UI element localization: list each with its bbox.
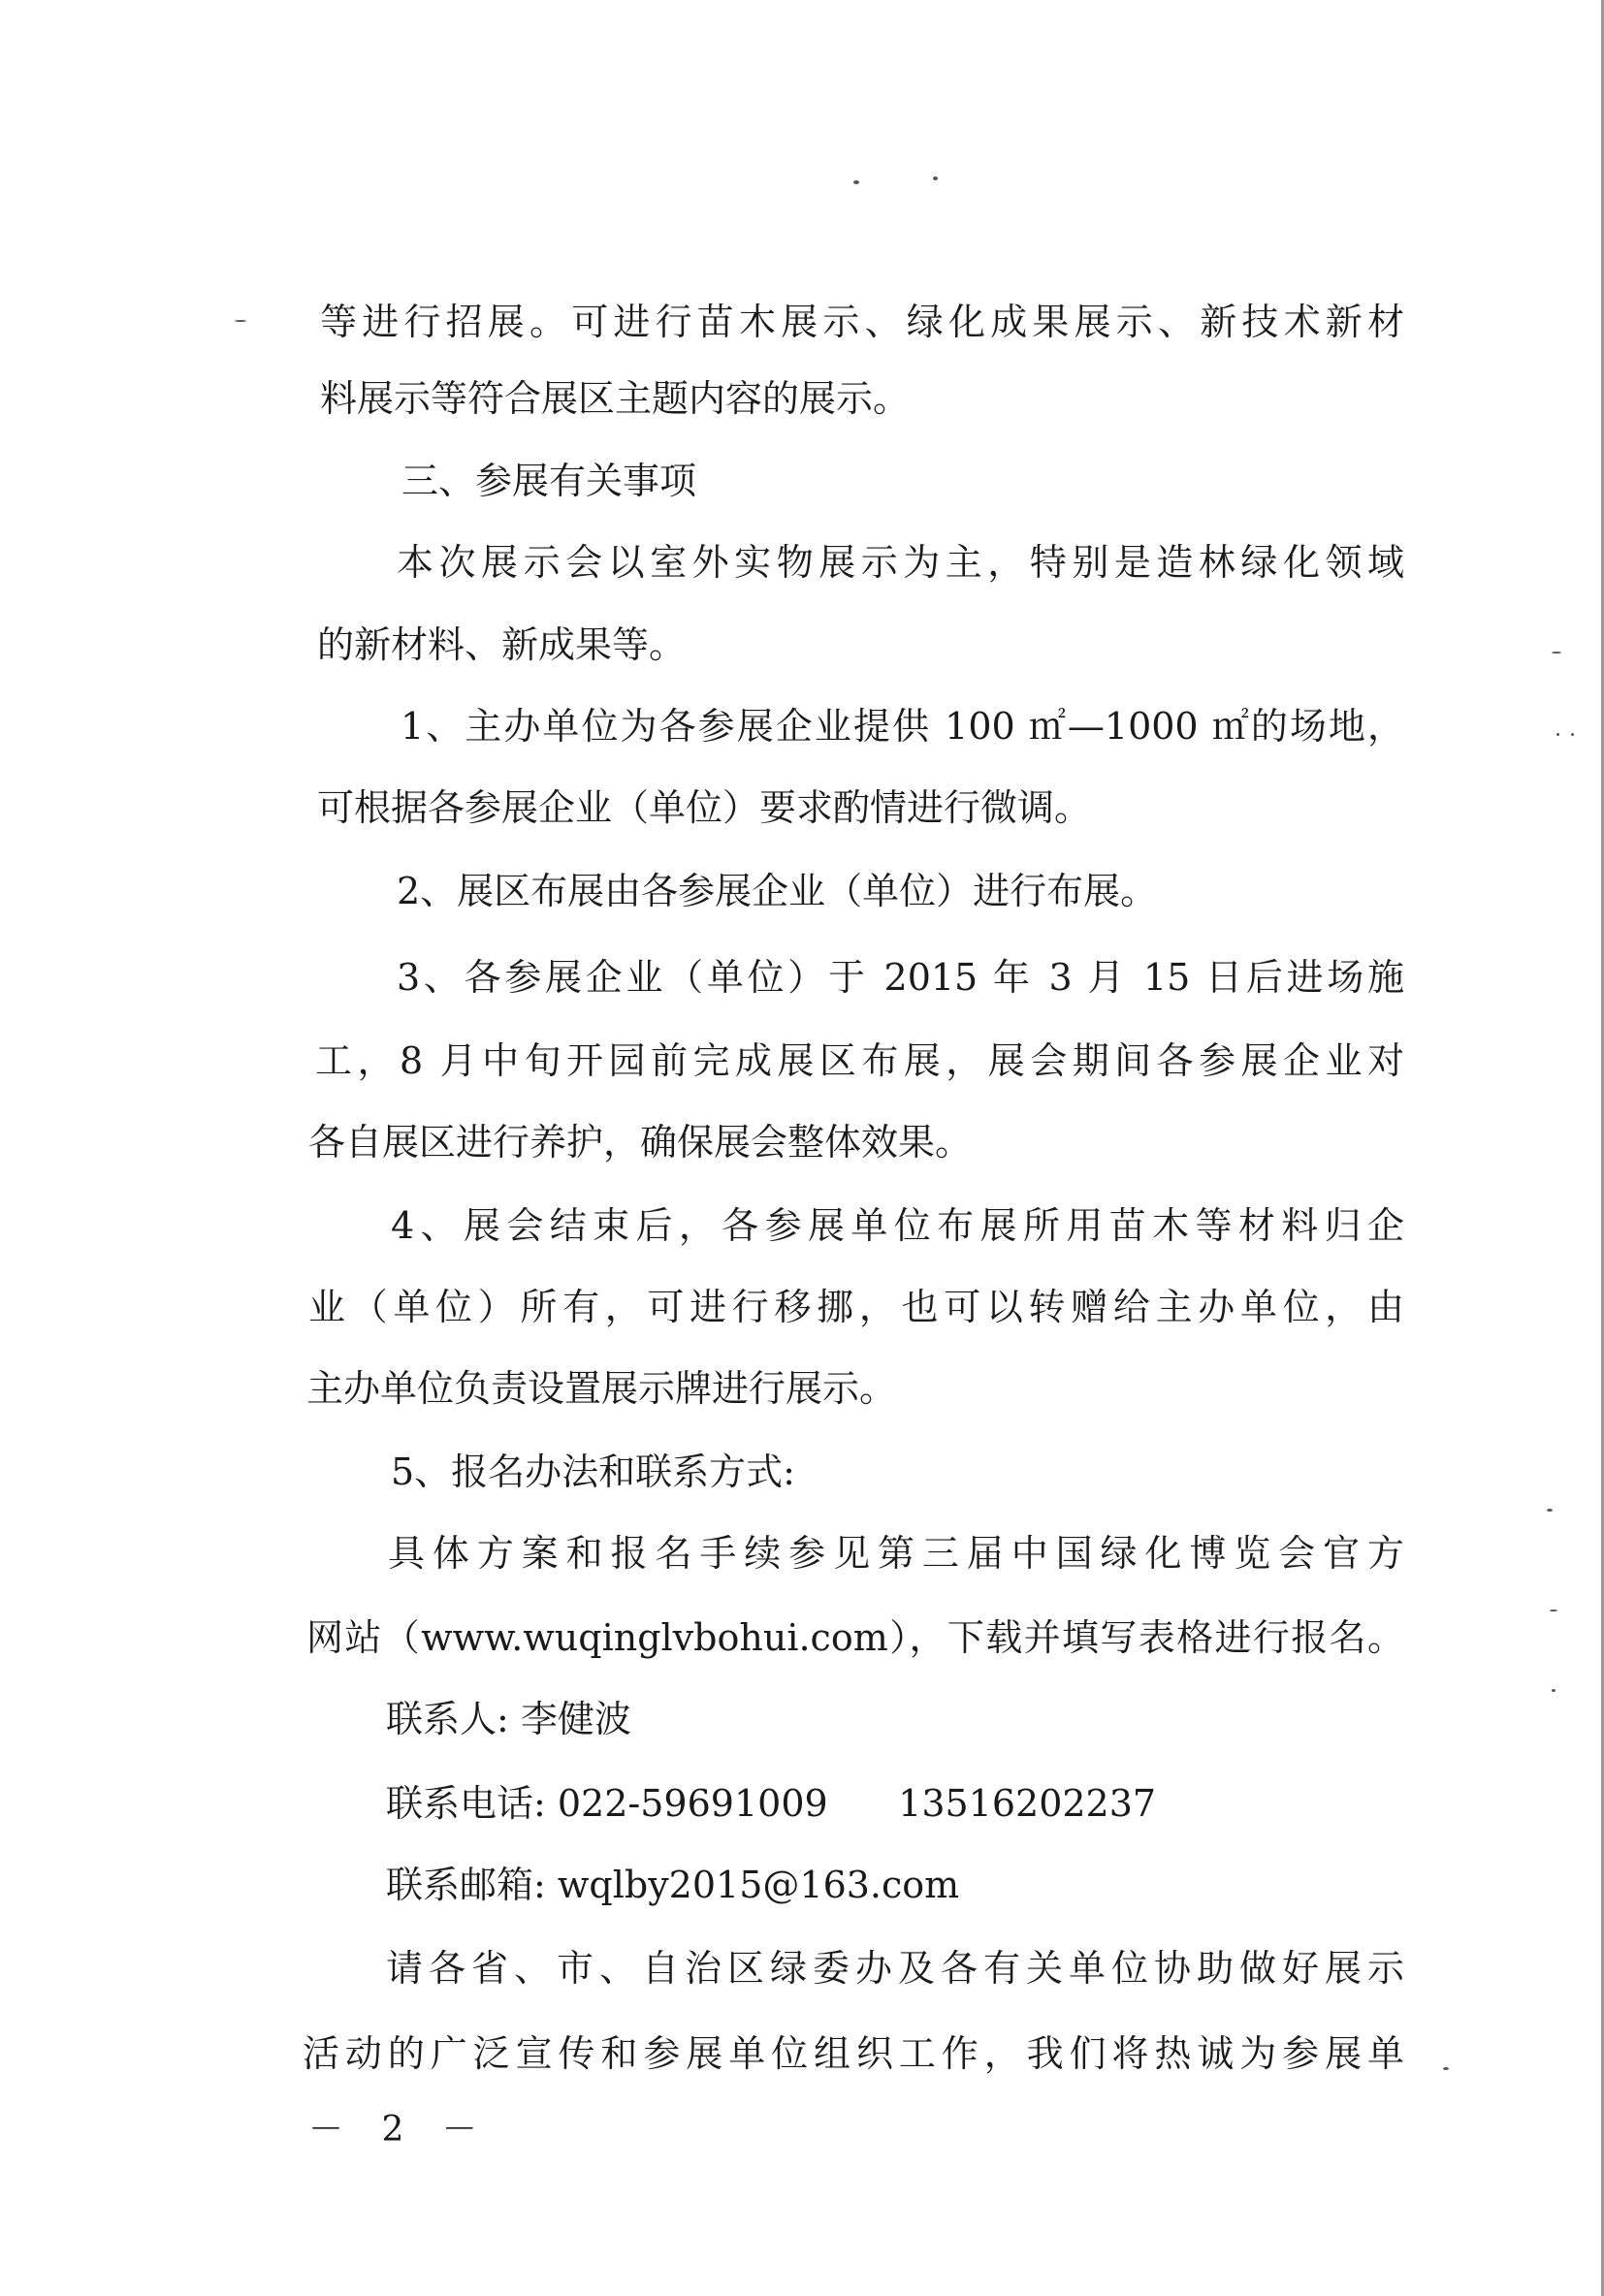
contact-phone: 联系电话: 022-59691009 13516202237 (386, 1782, 1157, 1825)
page-number: － 2 － (308, 2110, 491, 2150)
text-line: 等进行招展。可进行苗木展示、绿化成果展示、新技术新材 (320, 301, 1404, 343)
scan-speck (1550, 1610, 1557, 1611)
text-line: 具体方案和报名手续参见第三届中国绿化博览会官方 (388, 1532, 1404, 1575)
text-line: 网站（www.wuqinglvbohui.com），下载并填写表格进行报名。 (306, 1616, 1404, 1659)
scan-speck (1552, 1689, 1556, 1692)
text-line: 各自展区进行养护，确保展会整体效果。 (308, 1121, 973, 1164)
contact-person: 联系人: 李健波 (386, 1698, 631, 1740)
scan-speck (1552, 652, 1561, 654)
section-heading: 三、参展有关事项 (401, 460, 697, 502)
text-line: 的新材料、新成果等。 (317, 623, 687, 666)
scan-speck (1443, 2067, 1449, 2070)
text-line: 工，8 月中旬开园前完成展区布展，展会期间各参展企业对 (315, 1039, 1404, 1082)
text-line: 料展示等符合展区主题内容的展示。 (320, 377, 911, 420)
text-line: 3、各参展企业（单位）于 2015 年 3 月 15 日后进场施 (397, 956, 1404, 999)
text-line: 5、报名办法和联系方式: (391, 1451, 795, 1493)
text-line: 主办单位负责设置展示牌进行展示。 (306, 1367, 897, 1410)
text-line: 请各省、市、自治区绿委办及各有关单位协助做好展示 (386, 1947, 1404, 1990)
contact-email: 联系邮箱: wqlby2015@163.com (386, 1864, 960, 1906)
text-line: 活动的广泛宣传和参展单位组织工作，我们将热诚为参展单 (303, 2032, 1404, 2075)
scan-speck (853, 180, 859, 184)
text-line: 业（单位）所有，可进行移挪，也可以转赠给主办单位，由 (308, 1286, 1404, 1328)
scan-speck (933, 176, 938, 180)
scan-speck (1556, 733, 1559, 736)
scan-speck (1571, 733, 1574, 736)
text-line: 本次展示会以室外实物展示为主，特别是造林绿化领域 (397, 541, 1404, 584)
scan-speck (1547, 1509, 1553, 1512)
text-line: 可根据各参展企业（单位）要求酌情进行微调。 (317, 786, 1092, 829)
text-line: 1、主办单位为各参展企业提供 100 ㎡—1000 ㎡的场地， (401, 705, 1404, 748)
text-line: 2、展区布展由各参展企业（单位）进行布展。 (397, 870, 1158, 912)
scan-speck (235, 320, 246, 322)
text-line: 4、展会结束后，各参展单位布展所用苗木等材料归企 (391, 1204, 1404, 1247)
